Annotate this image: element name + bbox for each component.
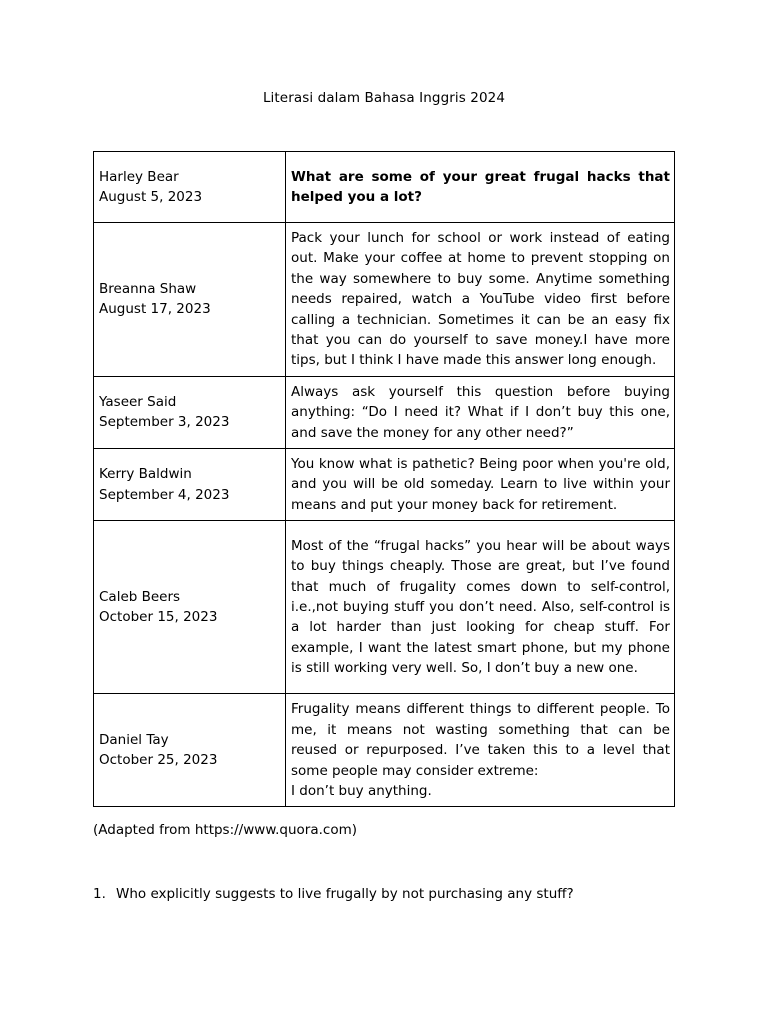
answer-text: Pack your lunch for school or work instead of eating out. Make your coffee at home to prevent stopping on the way somewhere to buy some. Anytime something needs repaired, watch a YouTube video first before calling a technician. Sometimes it can be an easy fix that you can do yourself to save money.I have more tips, but I think I have made this answer long enough. <box>286 223 675 377</box>
answer-text-extra: I don’t buy anything. <box>291 782 432 799</box>
author-cell <box>94 694 286 807</box>
question-text: What are some of your great frugal hacks that helped you a lot? <box>286 152 675 223</box>
author-name: Kerry Baldwin <box>99 466 192 483</box>
author-name: Caleb Beers <box>99 588 181 605</box>
answer-cell <box>286 694 675 807</box>
author-cell <box>94 152 286 223</box>
author-cell <box>94 376 286 448</box>
question-text: Who explicitly suggests to live frugally by not purchasing any stuff? <box>116 886 574 902</box>
author-name: Harley Bear <box>99 168 179 185</box>
author-cell <box>94 449 286 521</box>
table-row <box>94 694 675 807</box>
author-name: Yaseer Said <box>99 394 177 411</box>
author-name: Breanna Shaw <box>99 281 197 298</box>
post-date: September 4, 2023 <box>99 486 230 503</box>
author-cell <box>94 521 286 694</box>
question-number: 1. <box>93 886 106 902</box>
table-row <box>94 223 675 377</box>
table-row <box>94 449 675 521</box>
source-citation: (Adapted from https://www.quora.com) <box>93 822 358 838</box>
post-date: August 5, 2023 <box>99 189 203 205</box>
answer-text: Most of the “frugal hacks” you hear will be about ways to buy things cheaply. Those are great, but I’ve found that much of frugality comes down to self-control, i.e.,not buying stuff you don’t need. Also, self-control is a lot harder than just looking for cheap stuff. For example, I want the latest smart phone, but my phone is still working very well. So, I don’t buy a new one. <box>286 521 675 694</box>
answer-text: Frugality means different things to different people. To me, it means not wasting something that can be reused or repurposed. I’ve taken this to a level that some people may consider extreme: <box>291 701 670 779</box>
post-date: October 25, 2023 <box>99 752 218 769</box>
answer-text: You know what is pathetic? Being poor when you're old, and you will be old someday. Learn to live within your means and put your money back for retirement. <box>286 449 675 521</box>
post-date: August 17, 2023 <box>99 301 211 318</box>
table-row <box>94 376 675 448</box>
author-name: Daniel Tay <box>99 731 169 748</box>
table-row <box>94 152 675 223</box>
answer-text: Always ask yourself this question before buying anything: “Do I need it? What if I don’t buy this one, and save the money for any other need?” <box>286 376 675 448</box>
question-item <box>93 886 574 902</box>
table-row <box>94 521 675 694</box>
forum-table <box>93 151 675 807</box>
page-title: Literasi dalam Bahasa Inggris 2024 <box>262 90 506 106</box>
author-cell <box>94 223 286 377</box>
post-date: October 15, 2023 <box>99 609 218 626</box>
post-date: September 3, 2023 <box>99 414 230 431</box>
